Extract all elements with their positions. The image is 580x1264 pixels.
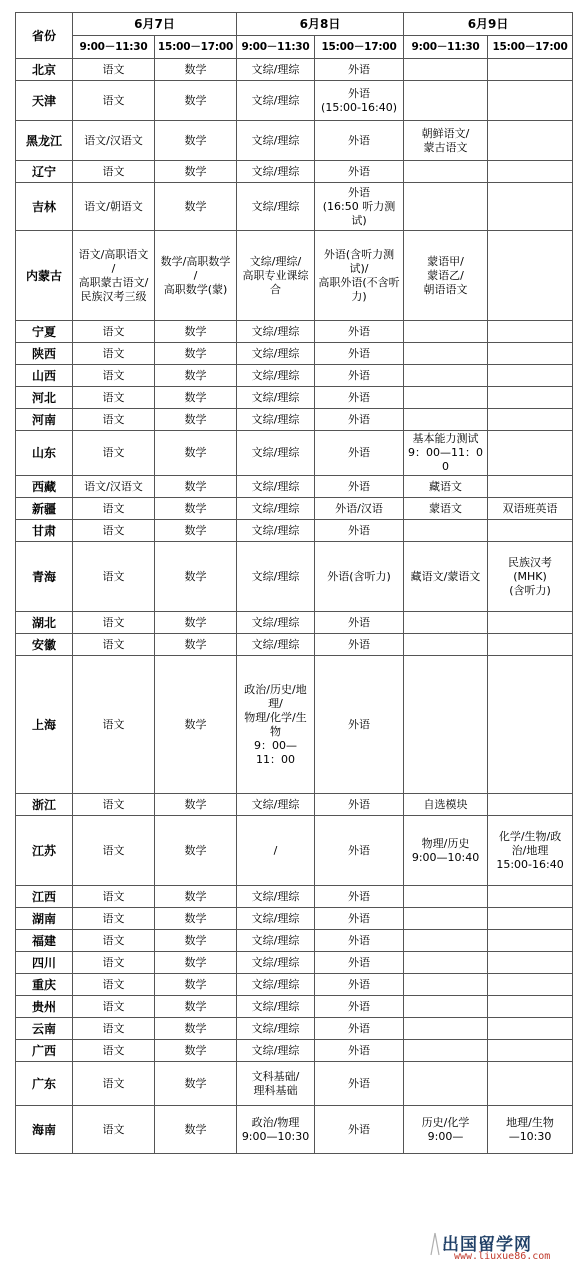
- subject-cell: 政治/物理 9:00—10:30: [237, 1106, 315, 1154]
- subject-cell: 语文/朝语文: [73, 183, 155, 231]
- province-cell: 浙江: [16, 794, 73, 816]
- subject-cell: 数学: [155, 656, 237, 794]
- subject-cell: 外语: [315, 974, 404, 996]
- table-row: [16, 520, 573, 542]
- province-cell: 山东: [16, 431, 73, 476]
- province-cell: 广东: [16, 1062, 73, 1106]
- header-row-days: [16, 13, 573, 36]
- subject-cell: 语文/汉语文: [73, 476, 155, 498]
- subject-cell: 数学: [155, 1018, 237, 1040]
- subject-cell: 地理/生物 —10:30: [488, 1106, 573, 1154]
- day-header: 6月7日: [73, 13, 237, 36]
- subject-cell: 文综/理综: [237, 974, 315, 996]
- subject-cell: 外语: [315, 952, 404, 974]
- subject-cell: 语文: [73, 409, 155, 431]
- subject-cell: 文综/理综: [237, 321, 315, 343]
- subject-cell: [488, 886, 573, 908]
- subject-cell: 文综/理综: [237, 365, 315, 387]
- province-cell: 海南: [16, 1106, 73, 1154]
- subject-cell: 文综/理综: [237, 81, 315, 121]
- subject-cell: [404, 1018, 488, 1040]
- table-row: [16, 409, 573, 431]
- subject-cell: 外语(含听力测 试)/ 高职外语(不含听 力): [315, 231, 404, 321]
- province-cell: 云南: [16, 1018, 73, 1040]
- subject-cell: [488, 321, 573, 343]
- table-row: [16, 886, 573, 908]
- subject-cell: 数学: [155, 498, 237, 520]
- watermark-logo-icon: [430, 1232, 440, 1256]
- subject-cell: [404, 387, 488, 409]
- time-slot-header: 9:00－11:30: [237, 36, 315, 59]
- time-slot-header: 15:00－17:00: [488, 36, 573, 59]
- subject-cell: [404, 1062, 488, 1106]
- subject-cell: 语文: [73, 656, 155, 794]
- subject-cell: [488, 612, 573, 634]
- subject-cell: [404, 974, 488, 996]
- subject-cell: 文综/理综: [237, 476, 315, 498]
- table-row: [16, 431, 573, 476]
- province-cell: 安徽: [16, 634, 73, 656]
- subject-cell: [404, 520, 488, 542]
- subject-cell: 外语: [315, 886, 404, 908]
- subject-cell: [488, 431, 573, 476]
- day-header: 6月8日: [237, 13, 404, 36]
- subject-cell: 外语: [315, 321, 404, 343]
- table-row: [16, 634, 573, 656]
- province-cell: 江西: [16, 886, 73, 908]
- subject-cell: [404, 930, 488, 952]
- subject-cell: 外语: [315, 930, 404, 952]
- time-slot-header: 15:00－17:00: [155, 36, 237, 59]
- subject-cell: 数学: [155, 431, 237, 476]
- subject-cell: [488, 520, 573, 542]
- province-cell: 陕西: [16, 343, 73, 365]
- schedule-body: [16, 59, 573, 1154]
- subject-cell: 文综/理综: [237, 1040, 315, 1062]
- subject-cell: [488, 161, 573, 183]
- province-cell: 辽宁: [16, 161, 73, 183]
- subject-cell: 数学: [155, 59, 237, 81]
- subject-cell: 文综/理综: [237, 634, 315, 656]
- subject-cell: [488, 1040, 573, 1062]
- subject-cell: 语文: [73, 1018, 155, 1040]
- exam-schedule-table: [15, 12, 573, 1154]
- subject-cell: [488, 121, 573, 161]
- subject-cell: [488, 231, 573, 321]
- site-watermark: [430, 1230, 575, 1262]
- subject-cell: 物理/历史 9:00—10:40: [404, 816, 488, 886]
- subject-cell: 数学: [155, 1106, 237, 1154]
- table-row: [16, 794, 573, 816]
- subject-cell: [404, 656, 488, 794]
- subject-cell: 数学: [155, 886, 237, 908]
- subject-cell: 语文: [73, 996, 155, 1018]
- subject-cell: [488, 1018, 573, 1040]
- subject-cell: 化学/生物/政 治/地理 15:00-16:40: [488, 816, 573, 886]
- subject-cell: 外语: [315, 1062, 404, 1106]
- subject-cell: [488, 996, 573, 1018]
- subject-cell: 文综/理综: [237, 1018, 315, 1040]
- subject-cell: 外语: [315, 1018, 404, 1040]
- province-cell: 吉林: [16, 183, 73, 231]
- subject-cell: [488, 59, 573, 81]
- subject-cell: [404, 161, 488, 183]
- subject-cell: 外语: [315, 121, 404, 161]
- table-row: [16, 387, 573, 409]
- subject-cell: 藏语文/蒙语文: [404, 542, 488, 612]
- table-row: [16, 476, 573, 498]
- subject-cell: [404, 59, 488, 81]
- subject-cell: [404, 343, 488, 365]
- subject-cell: 语文: [73, 365, 155, 387]
- subject-cell: [488, 387, 573, 409]
- subject-cell: [404, 952, 488, 974]
- subject-cell: 语文: [73, 794, 155, 816]
- subject-cell: 语文: [73, 387, 155, 409]
- subject-cell: 文综/理综: [237, 908, 315, 930]
- subject-cell: [404, 183, 488, 231]
- table-row: [16, 498, 573, 520]
- subject-cell: 数学: [155, 634, 237, 656]
- subject-cell: 语文/高职语文 / 高职蒙古语文/ 民族汉考三级: [73, 231, 155, 321]
- subject-cell: 文综/理综: [237, 520, 315, 542]
- subject-cell: 民族汉考 (MHK) (含听力): [488, 542, 573, 612]
- subject-cell: [404, 612, 488, 634]
- subject-cell: 语文: [73, 431, 155, 476]
- time-slot-header: 9:00－11:30: [404, 36, 488, 59]
- subject-cell: 外语(含听力): [315, 542, 404, 612]
- subject-cell: 文综/理综: [237, 542, 315, 612]
- subject-cell: 自选模块: [404, 794, 488, 816]
- subject-cell: 文综/理综: [237, 161, 315, 183]
- subject-cell: 外语: [315, 161, 404, 183]
- subject-cell: 外语/汉语: [315, 498, 404, 520]
- subject-cell: 语文: [73, 886, 155, 908]
- subject-cell: 外语: [315, 996, 404, 1018]
- subject-cell: 外语: [315, 520, 404, 542]
- province-cell: 河南: [16, 409, 73, 431]
- subject-cell: [404, 886, 488, 908]
- subject-cell: 语文: [73, 974, 155, 996]
- table-row: [16, 952, 573, 974]
- subject-cell: [404, 908, 488, 930]
- table-row: [16, 59, 573, 81]
- table-row: [16, 1062, 573, 1106]
- subject-cell: 文综/理综: [237, 343, 315, 365]
- table-row: [16, 908, 573, 930]
- subject-cell: 外语: [315, 431, 404, 476]
- subject-cell: 双语班英语: [488, 498, 573, 520]
- province-cell: 西藏: [16, 476, 73, 498]
- province-cell: 青海: [16, 542, 73, 612]
- subject-cell: 蒙语甲/ 蒙语乙/ 朝语语文: [404, 231, 488, 321]
- subject-cell: 数学: [155, 520, 237, 542]
- subject-cell: [488, 908, 573, 930]
- province-cell: 山西: [16, 365, 73, 387]
- subject-cell: [404, 409, 488, 431]
- subject-cell: 外语: [315, 816, 404, 886]
- subject-cell: 藏语文: [404, 476, 488, 498]
- subject-cell: [404, 1040, 488, 1062]
- subject-cell: [404, 634, 488, 656]
- subject-cell: 外语 (16:50 听力测 试): [315, 183, 404, 231]
- subject-cell: 文综/理综: [237, 886, 315, 908]
- province-cell: 河北: [16, 387, 73, 409]
- subject-cell: 语文: [73, 612, 155, 634]
- table-row: [16, 81, 573, 121]
- subject-cell: [488, 365, 573, 387]
- subject-cell: [404, 81, 488, 121]
- subject-cell: [488, 81, 573, 121]
- subject-cell: 数学: [155, 974, 237, 996]
- subject-cell: 文科基础/ 理科基础: [237, 1062, 315, 1106]
- province-cell: 福建: [16, 930, 73, 952]
- subject-cell: 文综/理综: [237, 431, 315, 476]
- subject-cell: 外语: [315, 365, 404, 387]
- subject-cell: 数学: [155, 542, 237, 612]
- subject-cell: 数学: [155, 930, 237, 952]
- subject-cell: 数学: [155, 952, 237, 974]
- subject-cell: 外语: [315, 1106, 404, 1154]
- subject-cell: [488, 634, 573, 656]
- province-cell: 贵州: [16, 996, 73, 1018]
- subject-cell: 基本能力测试 9：00—11：00: [404, 431, 488, 476]
- subject-cell: 数学: [155, 908, 237, 930]
- subject-cell: [404, 321, 488, 343]
- subject-cell: 文综/理综: [237, 996, 315, 1018]
- time-slot-header: 15:00－17:00: [315, 36, 404, 59]
- subject-cell: 语文: [73, 952, 155, 974]
- subject-cell: 外语: [315, 387, 404, 409]
- subject-cell: 文综/理综: [237, 409, 315, 431]
- subject-cell: 数学: [155, 996, 237, 1018]
- subject-cell: [488, 183, 573, 231]
- table-row: [16, 321, 573, 343]
- table-row: [16, 231, 573, 321]
- subject-cell: 语文: [73, 81, 155, 121]
- subject-cell: [488, 343, 573, 365]
- table-row: [16, 365, 573, 387]
- subject-cell: [404, 996, 488, 1018]
- subject-cell: 语文: [73, 1040, 155, 1062]
- subject-cell: 文综/理综: [237, 794, 315, 816]
- province-cell: 四川: [16, 952, 73, 974]
- province-cell: 甘肃: [16, 520, 73, 542]
- watermark-url: www.liuxue86.com: [454, 1251, 551, 1262]
- province-cell: 内蒙古: [16, 231, 73, 321]
- subject-cell: 数学: [155, 1062, 237, 1106]
- subject-cell: 外语: [315, 343, 404, 365]
- province-cell: 黑龙江: [16, 121, 73, 161]
- subject-cell: 朝鲜语文/ 蒙古语文: [404, 121, 488, 161]
- subject-cell: [488, 656, 573, 794]
- table-row: [16, 974, 573, 996]
- subject-cell: 语文/汉语文: [73, 121, 155, 161]
- subject-cell: 数学: [155, 343, 237, 365]
- subject-cell: 数学: [155, 476, 237, 498]
- table-row: [16, 542, 573, 612]
- time-slot-header: 9:00－11:30: [73, 36, 155, 59]
- table-row: [16, 161, 573, 183]
- subject-cell: 文综/理综: [237, 121, 315, 161]
- subject-cell: 文综/理综: [237, 387, 315, 409]
- subject-cell: 语文: [73, 634, 155, 656]
- subject-cell: 外语: [315, 409, 404, 431]
- subject-cell: 语文: [73, 520, 155, 542]
- subject-cell: 数学: [155, 365, 237, 387]
- subject-cell: 外语: [315, 476, 404, 498]
- subject-cell: /: [237, 816, 315, 886]
- subject-cell: 历史/化学 9:00—: [404, 1106, 488, 1154]
- province-cell: 宁夏: [16, 321, 73, 343]
- table-row: [16, 183, 573, 231]
- table-row: [16, 343, 573, 365]
- subject-cell: 数学: [155, 321, 237, 343]
- subject-cell: [488, 952, 573, 974]
- subject-cell: 数学: [155, 387, 237, 409]
- subject-cell: 数学: [155, 794, 237, 816]
- subject-cell: 语文: [73, 161, 155, 183]
- day-header: 6月9日: [404, 13, 573, 36]
- province-cell: 新疆: [16, 498, 73, 520]
- subject-cell: 文综/理综: [237, 612, 315, 634]
- province-cell: 江苏: [16, 816, 73, 886]
- subject-cell: [488, 930, 573, 952]
- subject-cell: 数学: [155, 183, 237, 231]
- subject-cell: 数学: [155, 1040, 237, 1062]
- subject-cell: 外语 (15:00-16:40): [315, 81, 404, 121]
- subject-cell: 语文: [73, 343, 155, 365]
- subject-cell: 政治/历史/地 理/ 物理/化学/生 物 9：00— 11：00: [237, 656, 315, 794]
- subject-cell: 语文: [73, 908, 155, 930]
- subject-cell: 外语: [315, 794, 404, 816]
- province-cell: 湖南: [16, 908, 73, 930]
- table-row: [16, 612, 573, 634]
- province-cell: 北京: [16, 59, 73, 81]
- subject-cell: [404, 365, 488, 387]
- subject-cell: 文综/理综: [237, 59, 315, 81]
- subject-cell: 数学: [155, 121, 237, 161]
- subject-cell: 外语: [315, 656, 404, 794]
- subject-cell: 数学: [155, 161, 237, 183]
- subject-cell: 外语: [315, 1040, 404, 1062]
- subject-cell: 外语: [315, 59, 404, 81]
- province-cell: 上海: [16, 656, 73, 794]
- subject-cell: [488, 794, 573, 816]
- subject-cell: 语文: [73, 59, 155, 81]
- subject-cell: 文综/理综: [237, 498, 315, 520]
- table-row: [16, 656, 573, 794]
- subject-cell: 外语: [315, 908, 404, 930]
- subject-cell: 数学/高职数学 / 高职数学(蒙): [155, 231, 237, 321]
- subject-cell: 文综/理综: [237, 183, 315, 231]
- subject-cell: 数学: [155, 816, 237, 886]
- subject-cell: 语文: [73, 1062, 155, 1106]
- table-row: [16, 1018, 573, 1040]
- subject-cell: 文综/理综: [237, 930, 315, 952]
- subject-cell: 数学: [155, 612, 237, 634]
- table-row: [16, 1106, 573, 1154]
- table-row: [16, 121, 573, 161]
- subject-cell: 语文: [73, 542, 155, 612]
- subject-cell: 语文: [73, 1106, 155, 1154]
- subject-cell: 蒙语文: [404, 498, 488, 520]
- header-row-times: [16, 36, 573, 59]
- subject-cell: 外语: [315, 634, 404, 656]
- table-row: [16, 996, 573, 1018]
- subject-cell: [488, 409, 573, 431]
- province-cell: 重庆: [16, 974, 73, 996]
- subject-cell: 语文: [73, 321, 155, 343]
- subject-cell: 数学: [155, 409, 237, 431]
- province-cell: 天津: [16, 81, 73, 121]
- subject-cell: 数学: [155, 81, 237, 121]
- subject-cell: [488, 1062, 573, 1106]
- subject-cell: 语文: [73, 930, 155, 952]
- watermark-title: 出国留学网: [442, 1235, 532, 1255]
- subject-cell: 文综/理综/ 高职专业课综 合: [237, 231, 315, 321]
- province-cell: 广西: [16, 1040, 73, 1062]
- subject-cell: 外语: [315, 612, 404, 634]
- subject-cell: 语文: [73, 816, 155, 886]
- subject-cell: [488, 974, 573, 996]
- table-row: [16, 930, 573, 952]
- province-header: 省份: [16, 13, 73, 59]
- table-row: [16, 1040, 573, 1062]
- subject-cell: 文综/理综: [237, 952, 315, 974]
- table-row: [16, 816, 573, 886]
- subject-cell: 语文: [73, 498, 155, 520]
- province-cell: 湖北: [16, 612, 73, 634]
- subject-cell: [488, 476, 573, 498]
